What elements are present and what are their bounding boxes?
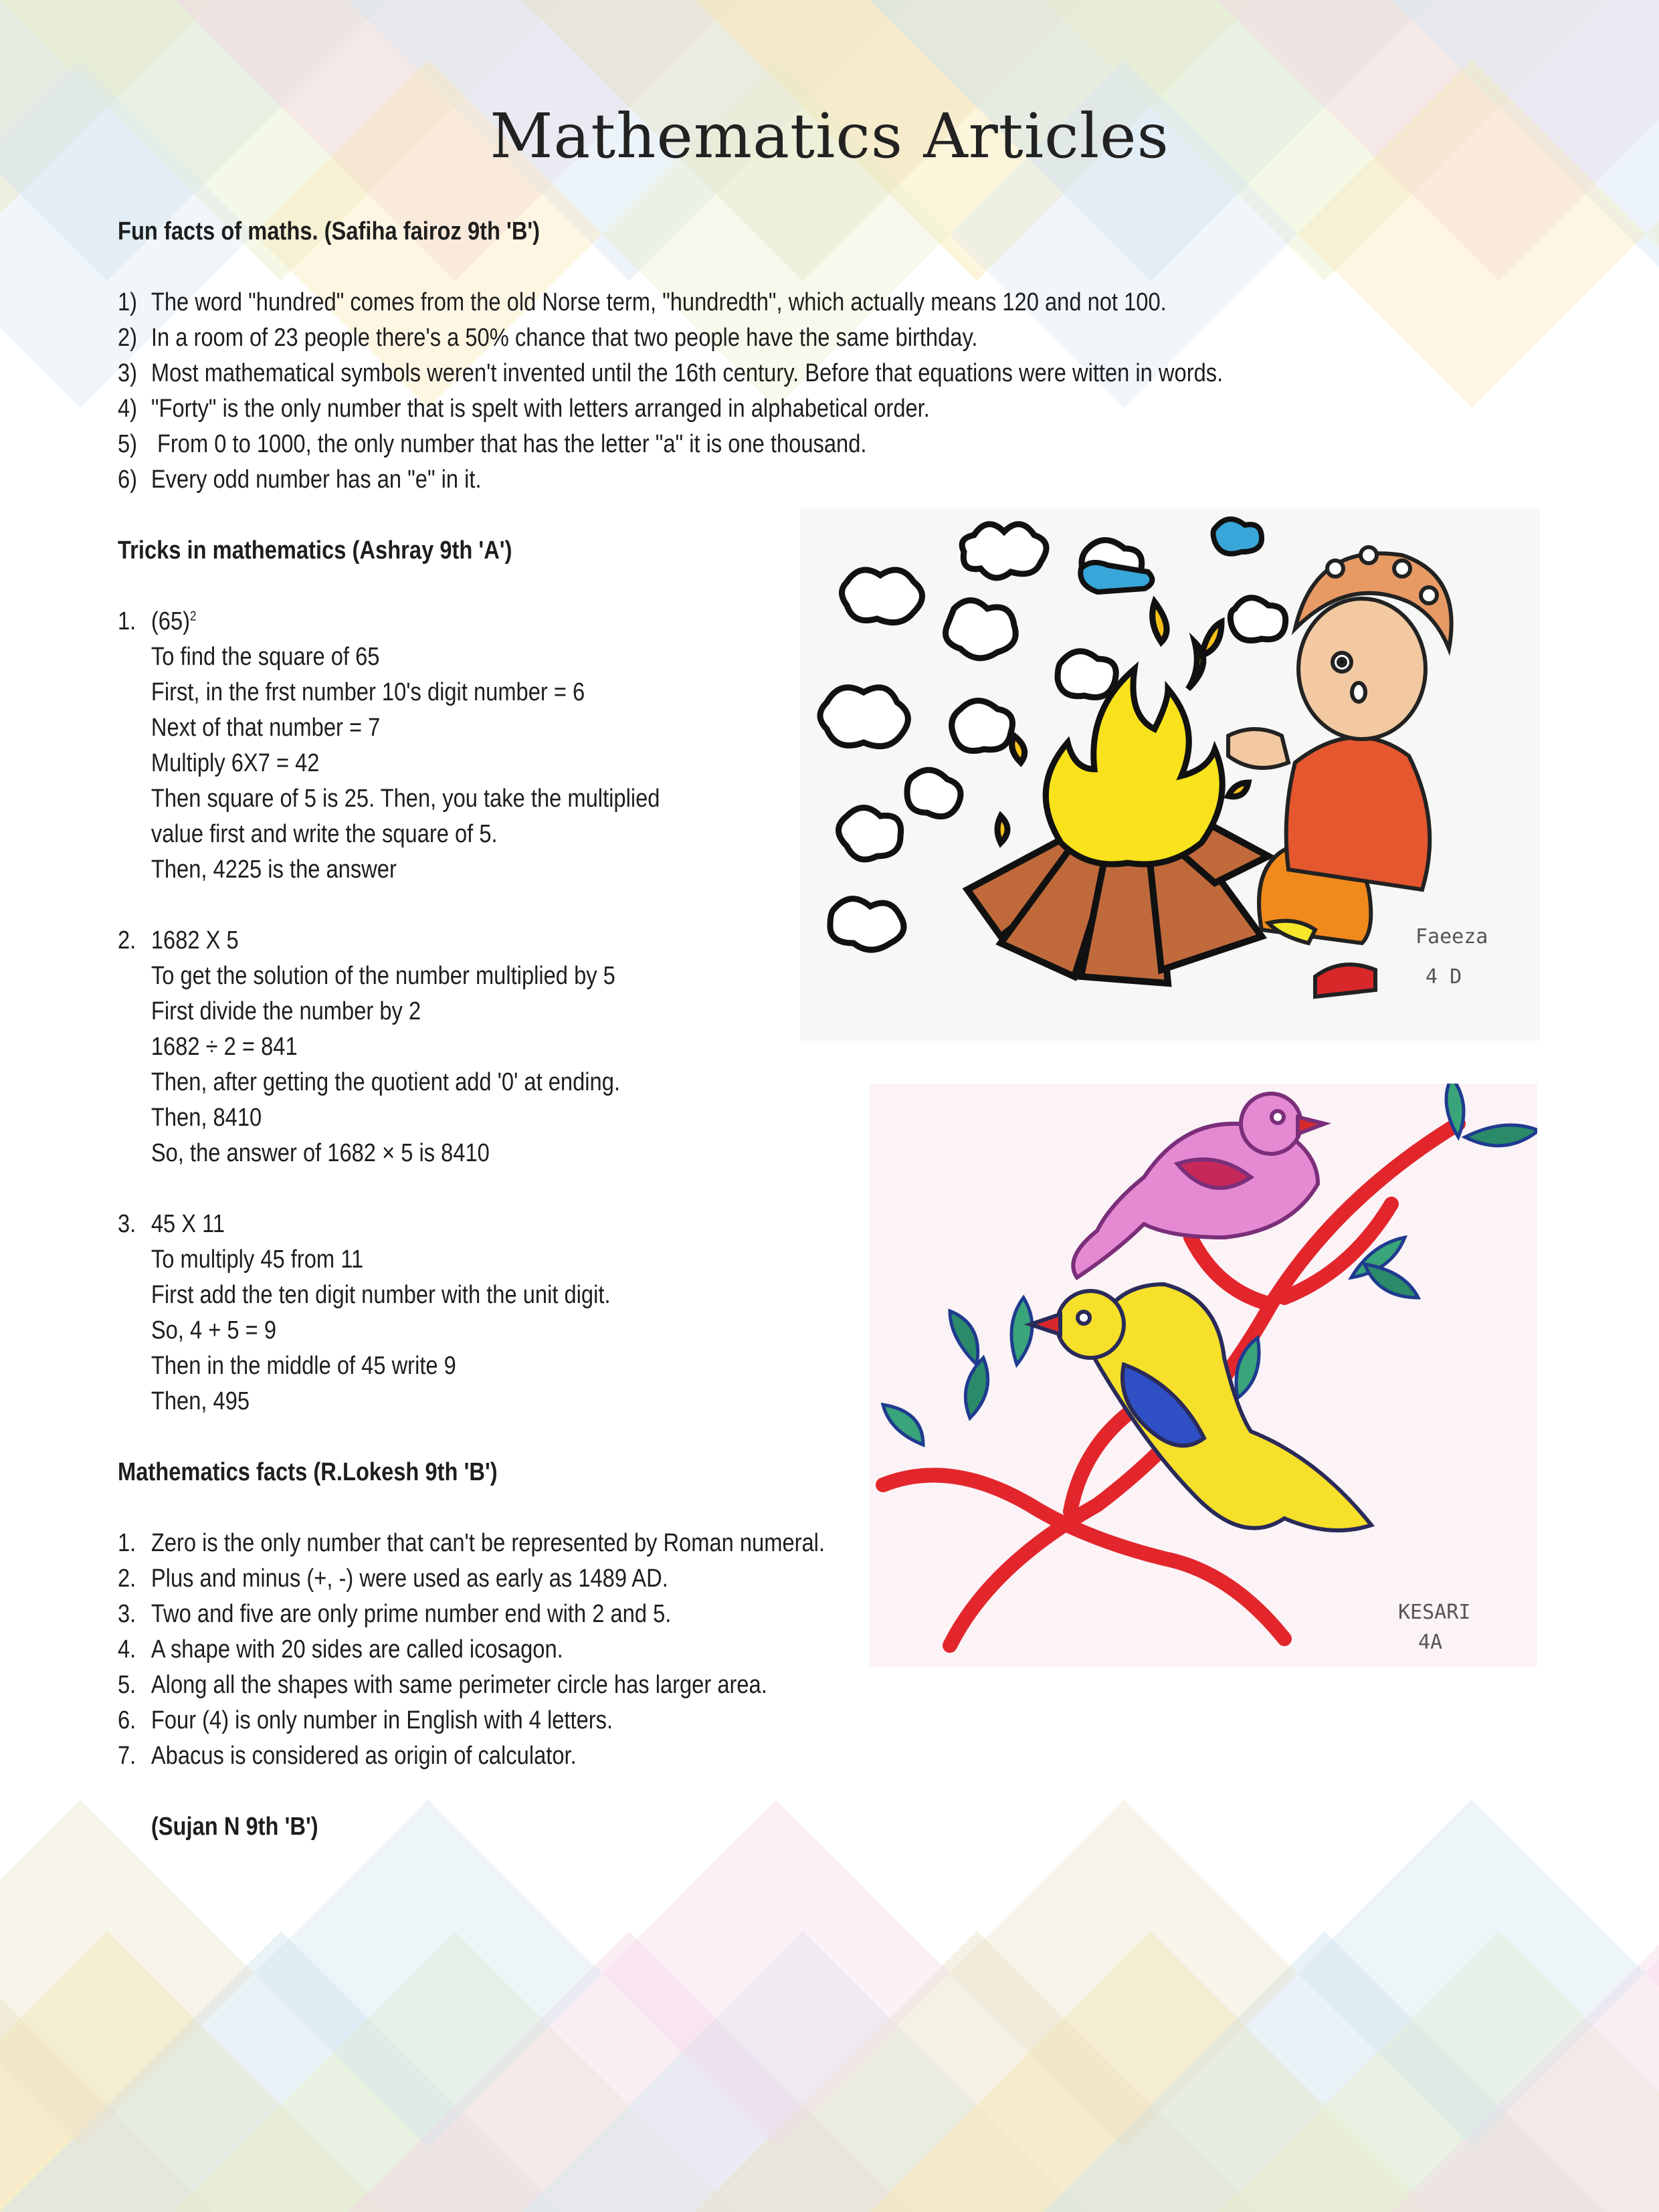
math-fact-item: 2. Plus and minus (+, -) were used as early as 1489 AD.: [118, 1565, 668, 1593]
fun-fact-item: 5) From 0 to 1000, the only number that has the letter "a" it is one thousand.: [118, 430, 867, 458]
math-fact-item: 1. Zero is the only number that can't be represented by Roman numeral.: [118, 1529, 825, 1557]
campfire-signature-class: 4 D: [1426, 965, 1462, 989]
trick-step-line: First, in the frst number 10's digit number = 6: [151, 678, 585, 706]
trick-step-line: Then, 8410: [151, 1104, 262, 1132]
fun-fact-item: 3) Most mathematical symbols weren't invented until the 16th century. Before that equations were witten in words.: [118, 359, 1224, 387]
trick-step-line: Then in the middle of 45 write 9: [151, 1352, 456, 1380]
trick-3-steps: [118, 1242, 941, 1419]
tricks-heading: Tricks in mathematics (Ashray 9th 'A'): [118, 536, 512, 565]
fire: [997, 602, 1248, 864]
author-credit: (Sujan N 9th 'B'): [151, 1813, 318, 1841]
trick-step-line: First add the ten digit number with the unit digit.: [151, 1281, 611, 1309]
birds-drawing: [870, 1084, 1537, 1667]
page-title: Mathematics Articles: [490, 100, 1169, 172]
trick-step-line: 1682 ÷ 2 = 841: [151, 1033, 298, 1061]
trick-1-title: 1. $(65)^2$: [118, 604, 825, 639]
trick-step-line: So, 4 + 5 = 9: [151, 1316, 277, 1344]
fun-fact-item: 1) The word "hundred" comes from the old Norse term, "hundredth", which actually means 120 and not 100.: [118, 288, 1167, 316]
trick-2-title: 2. 1682 X 5: [118, 926, 239, 954]
trick-1-expression: $(65)^2$: [151, 607, 197, 635]
trick-step-line: To find the square of 65: [151, 643, 380, 671]
math-fact-item: 7. Abacus is considered as origin of calculator.: [118, 1742, 577, 1770]
trick-step-line: Multiply 6X7 = 42: [151, 749, 320, 777]
trick-step-line: Then square of 5 is 25. Then, you take the multiplied: [151, 785, 660, 813]
campfire-signature-name: Faeeza: [1416, 925, 1488, 948]
trick-step-line: Then, 495: [151, 1387, 250, 1415]
trick-step-line: First divide the number by 2: [151, 997, 421, 1025]
math-fact-item: 3. Two and five are only prime number end with 2 and 5.: [118, 1600, 672, 1628]
math-fact-item: 5. Along all the shapes with same perimeter circle has larger area.: [118, 1671, 767, 1699]
fun-fact-item: 2) In a room of 23 people there's a 50% chance that two people have the same birthday.: [118, 324, 978, 352]
fun-facts-heading: Fun facts of maths. (Safiha fairoz 9th 'B'): [118, 217, 541, 245]
math-facts-list: [118, 1526, 941, 1774]
trick-step-line: To multiply 45 from 11: [151, 1245, 364, 1274]
fun-fact-item: 6) Every odd number has an "e" in it.: [118, 466, 482, 494]
math-fact-item: 4. A shape with 20 sides are called icosagon.: [118, 1635, 563, 1664]
campfire-drawing: [800, 508, 1540, 1041]
math-fact-item: 6. Four (4) is only number in English with 4 letters.: [118, 1706, 613, 1734]
trick-step-line: value first and write the square of 5.: [151, 820, 498, 848]
birds-signature-class: 4A: [1418, 1631, 1443, 1654]
trick-step-line: So, the answer of 1682 × 5 is 8410: [151, 1139, 490, 1167]
math-facts-heading: Mathematics facts (R.Lokesh 9th 'B'): [118, 1458, 498, 1486]
trick-step-line: Then, after getting the quotient add '0' at ending.: [151, 1068, 620, 1096]
birds-signature-name: KESARI: [1398, 1601, 1471, 1624]
trick-step-line: Next of that number = 7: [151, 714, 381, 742]
trick-3-title: 3. 45 X 11: [118, 1210, 225, 1238]
fun-fact-item: 4) "Forty" is the only number that is spelt with letters arranged in alphabetical order.: [118, 395, 930, 423]
trick-step-line: To get the solution of the number multiplied by 5: [151, 962, 615, 990]
fun-facts-list: [118, 285, 1224, 498]
trick-step-line: Then, 4225 is the answer: [151, 856, 397, 884]
